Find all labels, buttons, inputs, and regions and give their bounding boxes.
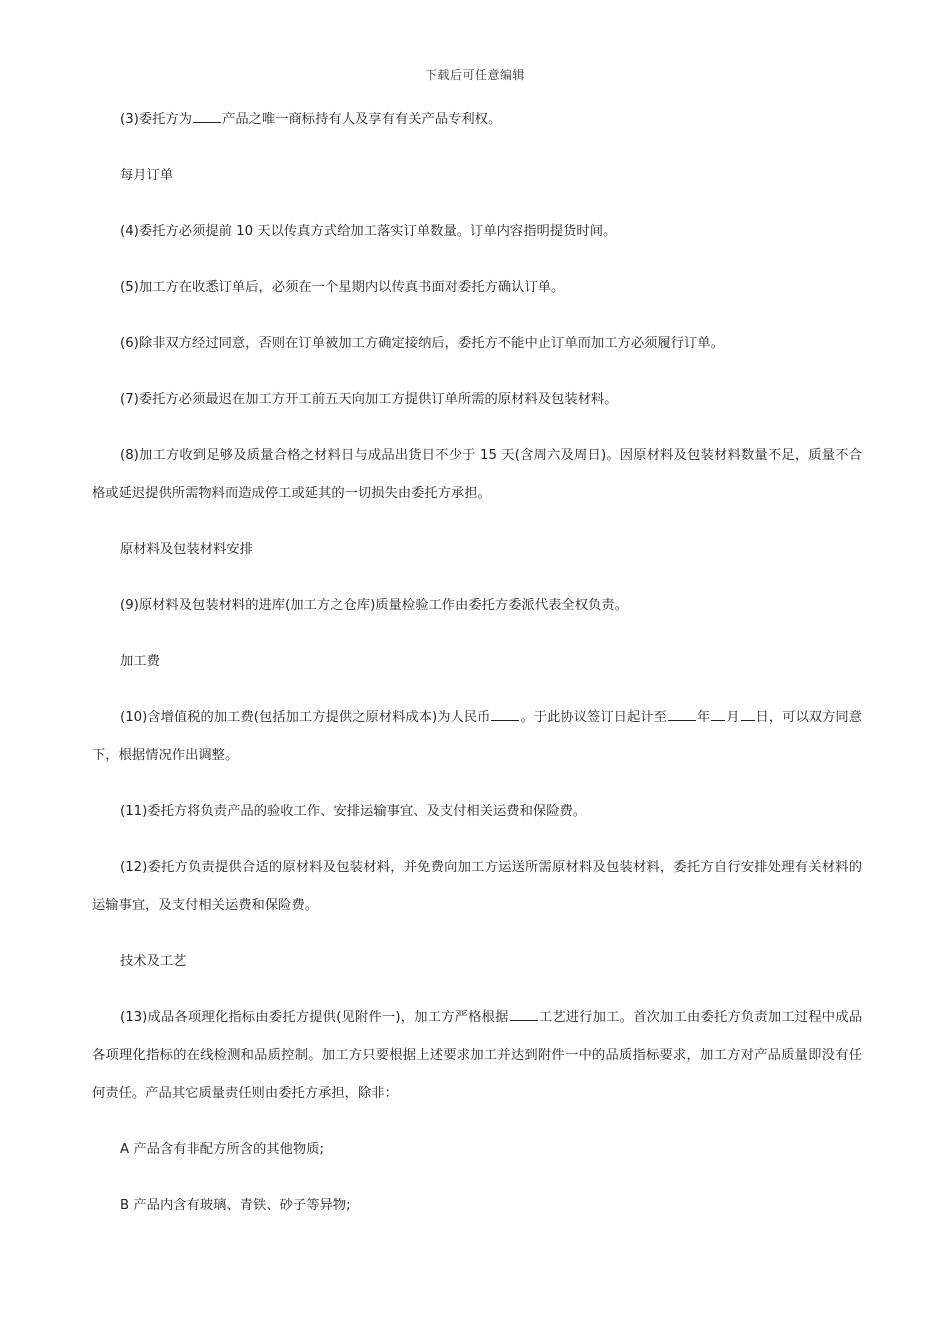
section-heading-materials: 原材料及包装材料安排 bbox=[120, 542, 253, 557]
blank-field bbox=[711, 706, 725, 721]
section-heading-tech: 技术及工艺 bbox=[120, 954, 187, 969]
clause-10 bbox=[92, 699, 862, 775]
blank-field bbox=[668, 706, 696, 721]
clause-13 bbox=[92, 999, 862, 1113]
clause-9: (9)原材料及包装材料的进库(加工方之仓库)质量检验工作由委托方委派代表全权负责。 bbox=[120, 598, 628, 613]
item-a: A 产品含有非配方所含的其他物质; bbox=[120, 1142, 324, 1157]
clause-8: (8)加工方收到足够及质量合格之材料日与成品出货日不少于 15 天(含周六及周日)。因原材料及包装材料数量不足，质量不合格或延迟提供所需物料而造成停工或延其的一切损失由委托方承担。 bbox=[92, 448, 862, 501]
clause-13-text-a: (13)成品各项理化指标由委托方提供(见附件一)，加工方严格根据 bbox=[120, 1010, 509, 1025]
document-body bbox=[92, 101, 862, 1243]
clause-11: (11)委托方将负责产品的验收工作、安排运输事宜、及支付相关运费和保险费。 bbox=[120, 804, 587, 819]
clause-3-text-b: 产品之唯一商标持有人及享有有关产品专利权。 bbox=[222, 112, 502, 127]
blank-field bbox=[193, 108, 221, 123]
blank-field bbox=[741, 706, 755, 721]
section-heading-monthly-order: 每月订单 bbox=[120, 168, 174, 183]
clause-10-text-e: 日，可以双方同意下，根据情况作出调整。 bbox=[92, 710, 863, 763]
clause-5: (5)加工方在收悉订单后，必须在一个星期内以传真书面对委托方确认订单。 bbox=[120, 280, 565, 295]
section-heading-fee: 加工费 bbox=[120, 654, 160, 669]
clause-3-text-a: (3)委托方为 bbox=[120, 112, 193, 127]
blank-field bbox=[510, 1006, 538, 1021]
blank-field bbox=[491, 706, 519, 721]
item-b: B 产品内含有玻璃、青铁、砂子等异物; bbox=[120, 1198, 351, 1213]
clause-10-text-a: (10)含增值税的加工费(包括加工方提供之原材料成本)为人民币 bbox=[120, 710, 491, 725]
clause-4: (4)委托方必须提前 10 天以传真方式给加工落实订单数量。订单内容指明提货时间。 bbox=[120, 224, 617, 239]
header-note: 下载后可任意编辑 bbox=[424, 68, 525, 82]
clause-12: (12)委托方负责提供合适的原材料及包装材料，并免费向加工方运送所需原材料及包装材料，委托方自行安排处理有关材料的运输事宜，及支付相关运费和保险费。 bbox=[92, 860, 862, 913]
clause-10-text-c: 年 bbox=[696, 710, 711, 725]
clause-6: (6)除非双方经过同意，否则在订单被加工方确定接纳后，委托方不能中止订单而加工方必须履行订单。 bbox=[120, 336, 724, 351]
clause-7: (7)委托方必须最迟在加工方开工前五天向加工方提供订单所需的原材料及包装材料。 bbox=[120, 392, 618, 407]
clause-3 bbox=[92, 101, 862, 139]
clause-10-text-d: 月 bbox=[726, 710, 740, 725]
clause-10-text-b: 。于此协议签订日起计至 bbox=[520, 710, 667, 725]
clause-13-text-b: 工艺进行加工。首次加工由委托方负责加工过程中成品各项理化指标的在线检测和品质控制。加工方只要根据上述要求加工并达到附件一中的品质指标要求，加工方对产品质量即没有任何责任。产品其它质量责任则由委托方承担，除非： bbox=[92, 1010, 862, 1101]
